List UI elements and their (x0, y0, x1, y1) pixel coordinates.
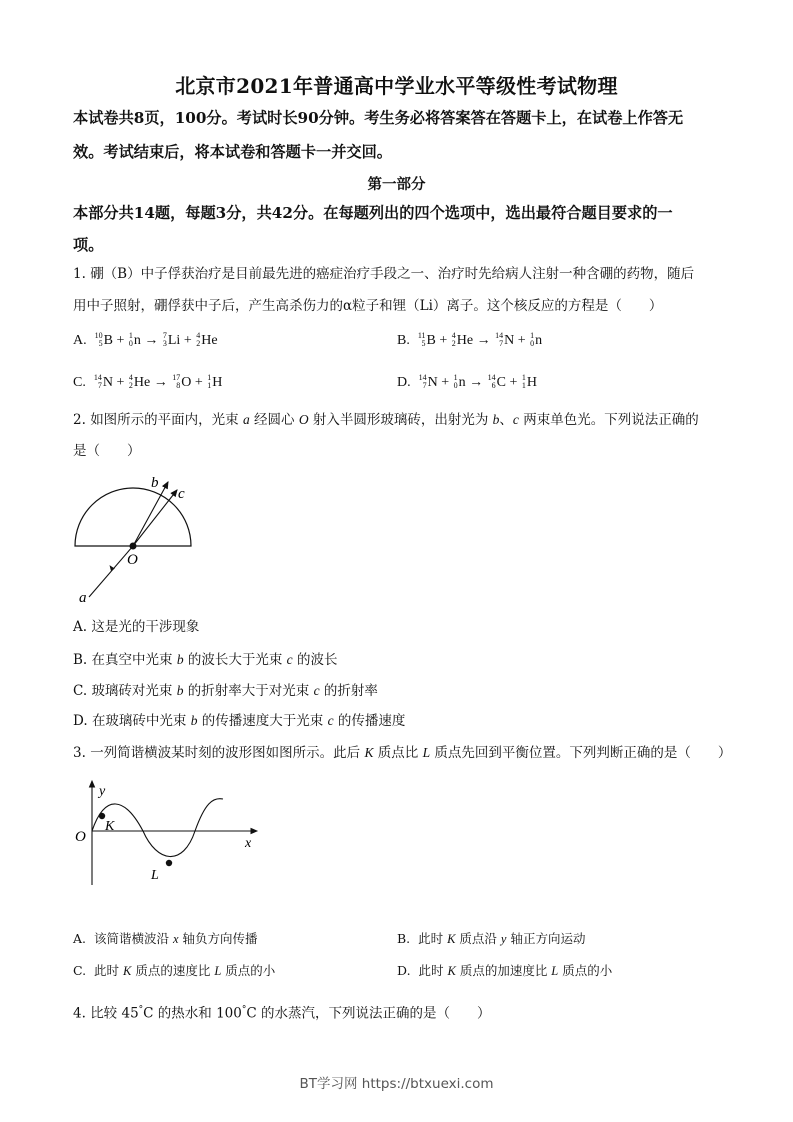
section-title: 第一部分 (367, 176, 426, 193)
label-x: x (245, 836, 252, 851)
label-K: K (105, 819, 115, 834)
q1-option-b[interactable]: B. 11 5 B + 4 2 He → 14 7 N + 1 0 n (397, 330, 543, 348)
q2-option-c[interactable]: C. 玻璃砖对光束 b 的折射率大于对光束 c 的折射率 (73, 683, 378, 699)
q2-option-d[interactable]: D. 在玻璃砖中光束 b 的传播速度大于光束 c 的传播速度 (73, 713, 406, 729)
label-O: O (75, 829, 86, 845)
q4-stem: 4. 比较 45°C 的热水和 100°C 的水蒸汽，下列说法正确的是（ ） (73, 1005, 491, 1022)
section-desc-line-2: 项。 (73, 236, 104, 254)
q2-option-a[interactable]: A. 这是光的干涉现象 (73, 619, 200, 635)
instructions-line-2: 效。考试结束后，将本试卷和答题卡一并交回。 (73, 143, 392, 161)
q3-wave-diagram (65, 775, 265, 890)
q1-option-a[interactable]: A. 10 5 B + 1 0 n → 7 3 Li + 4 2 He (73, 330, 218, 348)
q2-semicircle-diagram (65, 470, 205, 610)
label-b: b (151, 475, 159, 491)
q1-stem-line-1 (73, 265, 733, 283)
q1-option-c[interactable]: C. 14 7 N + 4 2 He → 17 8 O + 1 1 H (73, 372, 223, 390)
q1-stem-line-2: 用中子照射，硼俘获中子后，产生高杀伤力的α粒子和锂（Li）离子。这个核反应的方程是（ ） (73, 298, 663, 314)
q3-stem: 3. 一列简谐横波某时刻的波形图如图所示。此后 K 质点比 L 质点先回到平衡位置。下列判断正确的是（ ） (73, 745, 732, 761)
q3-option-c[interactable]: C. 此时 K 质点的速度比 L 质点的小 (73, 963, 276, 978)
exam-title: 北京市2021年普通高中学业水平等级性考试物理 (175, 74, 618, 98)
q1-stem-text-1: 硼（B）中子俘获治疗是目前最先进的癌症治疗手段之一、治疗时先给病人注射一种含硼的药物，随后 (90, 266, 695, 282)
q3-option-b[interactable]: B. 此时 K 质点沿 y 轴正方向运动 (397, 931, 586, 946)
q1-number: 1. (73, 266, 86, 282)
q1-option-d[interactable]: D. 14 7 N + 1 0 n → 14 6 C + 1 1 H (397, 372, 538, 390)
section-desc-line-1: 本部分共14题，每题3分，共42分。在每题列出的四个选项中，选出最符合题目要求的一 (73, 204, 673, 222)
q2-stem-line-1: 2. 如图所示的平面内，光束 a 经圆心 O 射入半圆形玻璃砖，出射光为 b、c 两束单色光。下列说法正确的 (73, 412, 699, 428)
label-O: O (127, 552, 138, 568)
q3-option-d[interactable]: D. 此时 K 质点的加速度比 L 质点的小 (397, 963, 613, 978)
q3-option-a[interactable]: A. 该简谐横波沿 x 轴负方向传播 (73, 931, 258, 946)
watermark-footer[interactable]: BT学习网 https://btxuexi.com (299, 1076, 494, 1092)
label-a: a (79, 590, 87, 606)
label-y: y (99, 784, 106, 799)
q2-option-b[interactable]: B. 在真空中光束 b 的波长大于光束 c 的波长 (73, 652, 338, 668)
label-L: L (151, 868, 159, 883)
label-c: c (178, 486, 185, 502)
instructions-line-1: 本试卷共8页，100分。考试时长90分钟。考生务必将答案答在答题卡上，在试卷上作答无 (73, 109, 684, 127)
q2-stem-line-2: 是（ ） (73, 443, 141, 459)
